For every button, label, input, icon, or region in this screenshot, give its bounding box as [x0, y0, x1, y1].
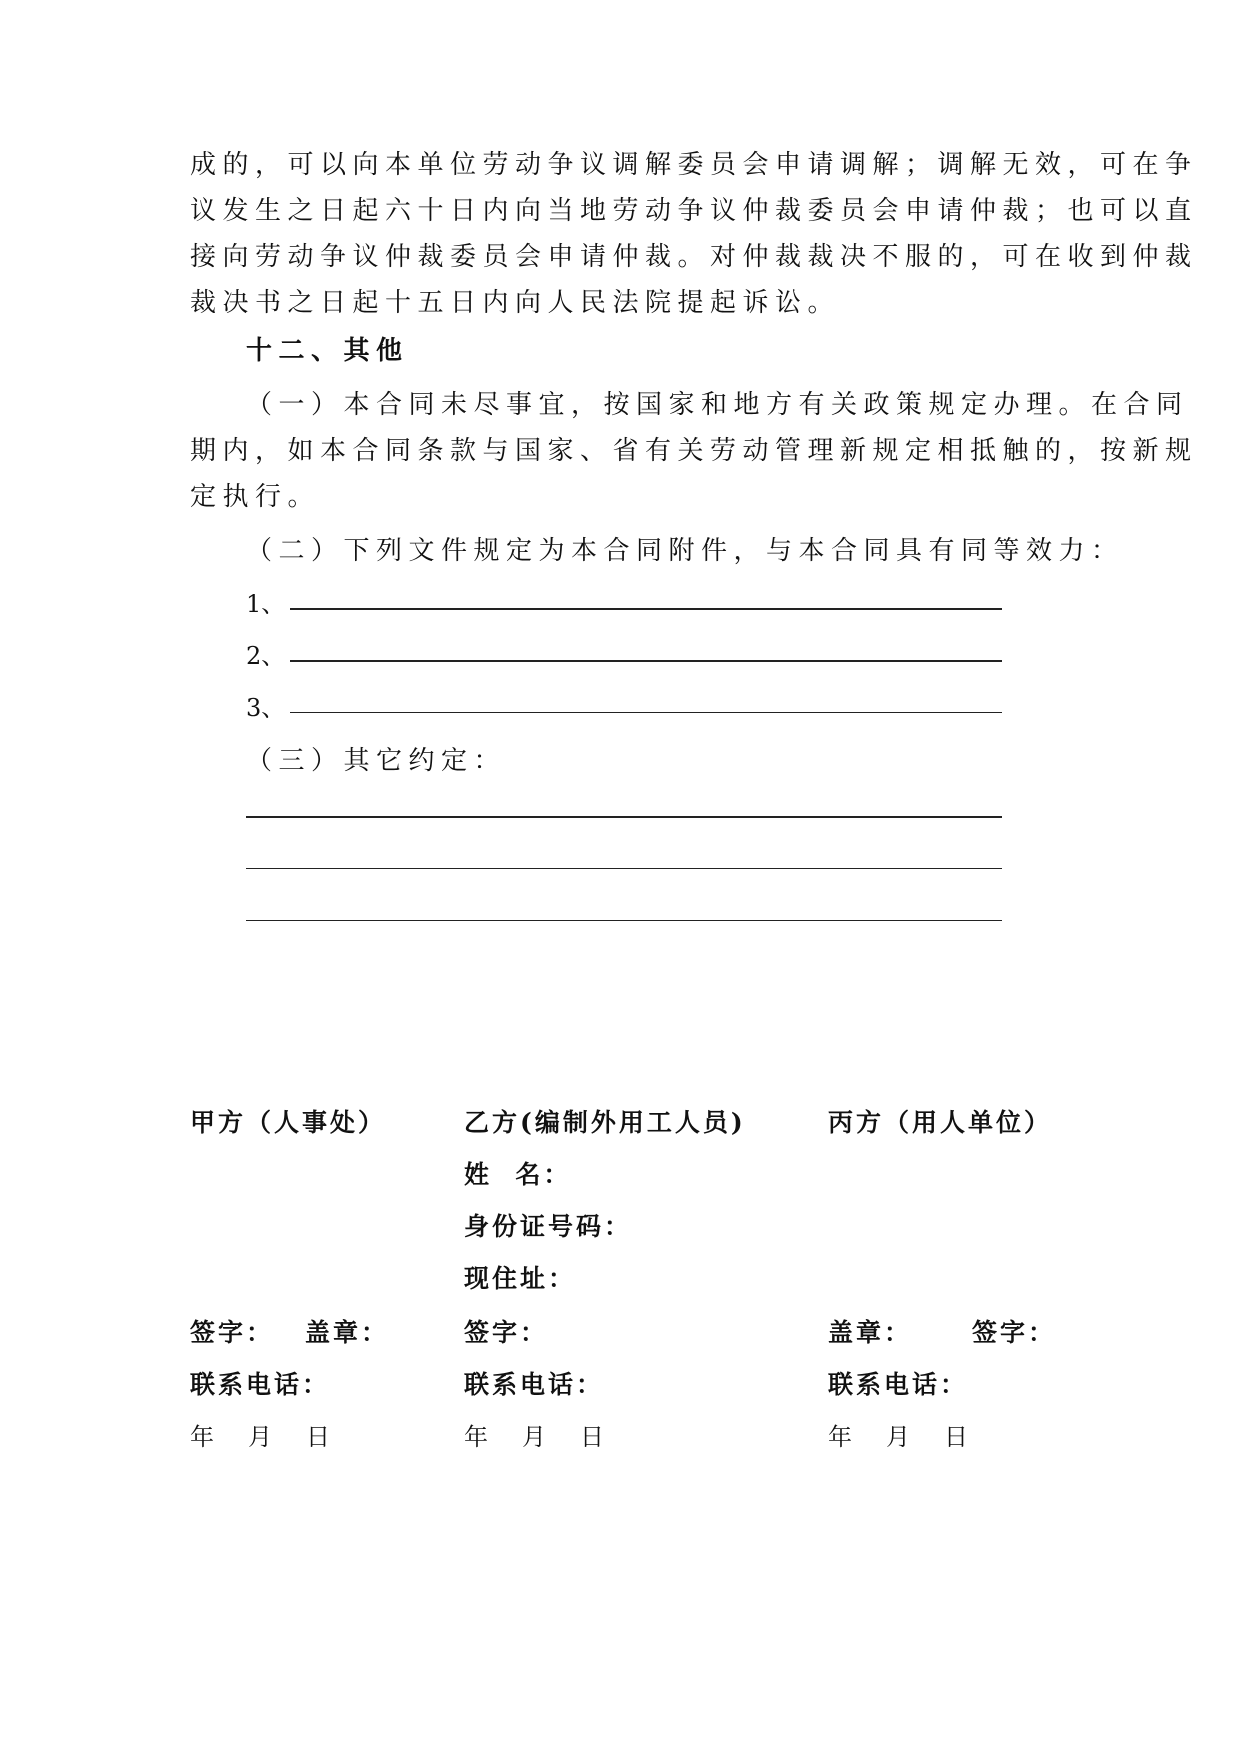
party-c-phone-label: 联系电话：: [828, 1370, 969, 1399]
paragraph-line-2: 议发生之日起六十日内向当地劳动争议仲裁委员会申请仲裁；也可以直: [190, 196, 1198, 226]
paragraph-line-4: 裁决书之日起十五日内向人民法院提起诉讼。: [190, 288, 841, 318]
section-heading: 十二、其他: [246, 336, 409, 366]
clause-1-line-2: 期内，如本合同条款与国家、省有关劳动管理新规定相抵触的，按新规: [190, 436, 1198, 466]
party-a-seal-label: 盖章：: [305, 1318, 390, 1347]
party-c-date-year: 年: [828, 1423, 852, 1451]
party-a-date-month: 月: [248, 1423, 272, 1451]
party-a-title: 甲方（人事处）: [190, 1108, 387, 1137]
attachment-3-label: 3、: [246, 694, 286, 722]
attachment-1-blank: [290, 608, 1002, 610]
attachment-2-blank: [290, 660, 1002, 662]
party-a-sign-label: 签字：: [190, 1318, 275, 1347]
party-c-date-month: 月: [886, 1423, 910, 1451]
party-b-id-label: 身份证号码：: [464, 1212, 633, 1241]
party-b-date-day: 日: [580, 1423, 604, 1451]
party-c-sign-label: 签字：: [972, 1318, 1057, 1347]
party-c-seal-label: 盖章：: [828, 1318, 913, 1347]
party-a-date-day: 日: [306, 1423, 330, 1451]
clause-1-line-1: （一）本合同未尽事宜，按国家和地方有关政策规定办理。在合同: [246, 390, 1189, 420]
party-a-date: [190, 1417, 330, 1452]
other-agreement-blank-3: [246, 920, 1002, 921]
party-c-title: 丙方（用人单位）: [828, 1108, 1053, 1137]
party-b-name-label: 姓 名：: [464, 1160, 572, 1189]
party-b-address-label: 现住址：: [464, 1264, 577, 1293]
party-b-date-month: 月: [522, 1423, 546, 1451]
party-b-phone-label: 联系电话：: [464, 1370, 605, 1399]
paragraph-line-1: 成的，可以向本单位劳动争议调解委员会申请调解；调解无效，可在争: [190, 150, 1198, 180]
party-b-sign-label: 签字：: [464, 1318, 549, 1347]
party-b-date-year: 年: [464, 1423, 488, 1451]
party-c-date: [828, 1417, 968, 1452]
other-agreement-blank-1: [246, 816, 1002, 818]
clause-2: （二）下列文件规定为本合同附件，与本合同具有同等效力：: [246, 536, 1124, 566]
clause-3: （三）其它约定：: [246, 746, 507, 776]
attachment-3-blank: [290, 712, 1002, 713]
clause-1-line-3: 定执行。: [190, 482, 321, 512]
party-b-date: [464, 1417, 604, 1452]
attachment-2-label: 2、: [246, 642, 286, 670]
other-agreement-blank-2: [246, 868, 1002, 869]
party-b-title: 乙方(编制外用工人员): [464, 1108, 746, 1137]
attachment-1-label: 1、: [246, 590, 286, 618]
party-a-phone-label: 联系电话：: [190, 1370, 331, 1399]
paragraph-line-3: 接向劳动争议仲裁委员会申请仲裁。对仲裁裁决不服的，可在收到仲裁: [190, 242, 1198, 272]
party-a-date-year: 年: [190, 1423, 214, 1451]
party-c-date-day: 日: [944, 1423, 968, 1451]
